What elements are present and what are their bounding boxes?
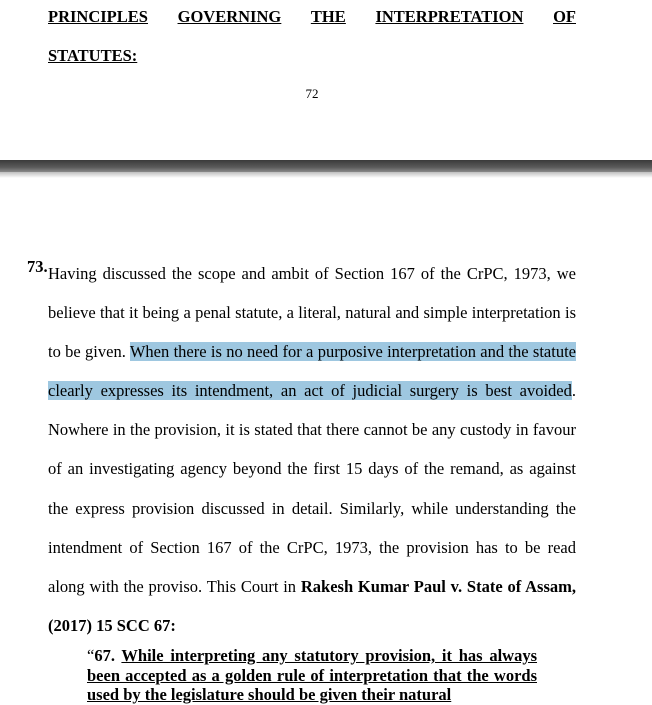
previous-page (0, 0, 652, 160)
heading-word: PRINCIPLES (48, 7, 148, 26)
paragraph-text-after: . Nowhere in the provision, it is stated that there cannot be any custody in favour of an investigating agency beyond the first 15 days of the remand, as against the express provision discussed in detail. Similarly, while understanding the intendment of Section 167 of the CrPC, 1973, the provision has to be read along with the proviso. This Court in (48, 381, 576, 596)
section-heading-line-2: STATUTES: (48, 46, 138, 65)
quote-text: While interpreting any statutory provision, it has always been accepted as a golden rule of interpretation that the words used by the legislature should be given their natural (87, 646, 538, 704)
paragraph-text-before: Having discussed the scope and ambit of Section 167 of the CrPC, 1973, we believe that it being a penal statute, a literal, natural and simple interpretation is to be given. (48, 264, 576, 362)
page-separator (0, 160, 652, 172)
page-number: 72 (305, 86, 319, 101)
heading-word: INTERPRETATION (375, 7, 524, 26)
heading-word: OF (553, 7, 576, 26)
quote-open-mark: “ (87, 646, 95, 665)
paragraph-number: 73. (27, 257, 48, 276)
section-heading-line-1 (48, 7, 576, 27)
case-citation: Rakesh Kumar Paul v. State of Assam, (2017) 15 SCC 67: (48, 576, 576, 635)
quote-paragraph-number: 67. (94, 646, 115, 665)
highlighted-text[interactable]: When there is no need for a purposive interpretation and the statute clearly expresses its intendment, an act of judicial surgery is best avoided (48, 342, 576, 401)
heading-word: GOVERNING (177, 7, 282, 26)
heading-word: THE (310, 7, 346, 26)
paragraph-body (48, 254, 576, 645)
block-quote (87, 646, 537, 705)
